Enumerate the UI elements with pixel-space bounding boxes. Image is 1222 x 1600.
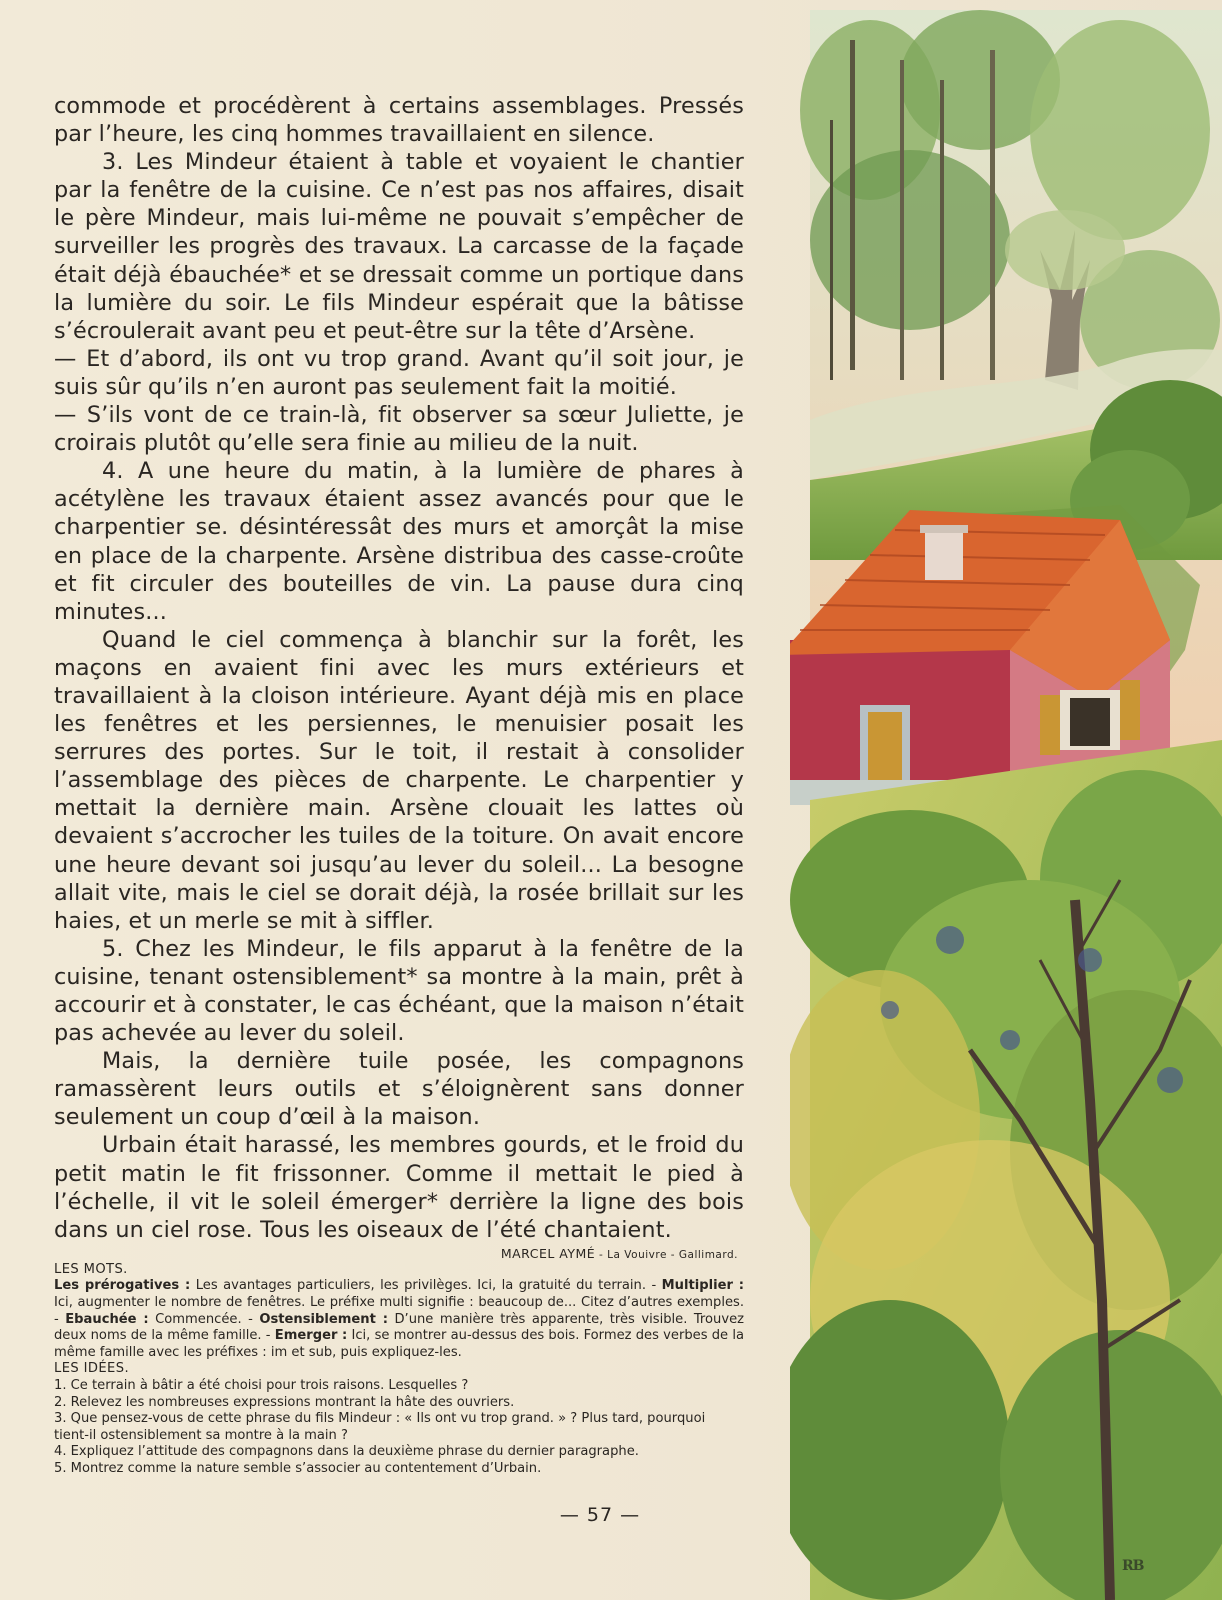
question: 4. Expliquez l’attitude des compagnons dans la deuxième phrase du dernier paragraphe.: [54, 1444, 639, 1460]
paragraph: Quand le ciel commença à blanchir sur la forêt, les maçons en avaient fini avec les murs extérieurs et travaillaient à la cloison intérieure. Ayant déjà mis en place les fenêtres et les persiennes, le menuisier posait les serrures des portes. Sur le toit, il restait à consolider l’assemblage des pièces de charpente. Le charpentier y mettait la dernière main. Arsène clouait les lattes où devaient s’accrocher les tuiles de la toiture. On avait encore une heure devant soi jusqu’au lever du soleil... La besogne allait vite, mais le ciel se dorait déjà, la rosée brillait sur les haies, et un merle se mit à siffler.: [54, 626, 744, 934]
question: 5. Montrez comme la nature semble s’associer au contentement d’Urbain.: [54, 1460, 542, 1476]
story-body: [54, 92, 744, 1244]
paragraph: 4. A une heure du matin, à la lumière de phares à acétylène les travaux étaient assez avancés pour que le charpentier se. désintéressât des murs et amorçât la mise en place de la charpente. Arsène distribua des casse-croûte et fit circuler des bouteilles de vin. La pause dura cinq minutes...: [54, 458, 744, 625]
idees-heading: LES IDÉES.: [54, 1361, 130, 1377]
notes-section: [54, 1262, 744, 1478]
page-number: — 57 —: [559, 1504, 641, 1526]
text-column: [54, 92, 744, 1478]
glossary-definition: Ici, augmenter le nombre de fenêtres. Le préfixe multi signifie : beaucoup de... Citez d’autres exemples. -: [54, 1295, 744, 1327]
glossary-term: Multiplier :: [661, 1278, 744, 1294]
glossary-term: Les prérogatives :: [54, 1278, 191, 1294]
house-illustration: [790, 0, 1222, 1600]
attribution: [54, 1246, 738, 1262]
paragraph: 5. Chez les Mindeur, le fils apparut à la fenêtre de la cuisine, tenant ostensiblement* sa montre à la main, prêt à accourir et à constater, le cas échéant, que la maison n’était pas achevée au lever du soleil.: [54, 935, 744, 1047]
glossary-definition: D’une manière très apparente, très visible. Trouvez deux noms de la même famille. -: [54, 1311, 745, 1344]
glossary-definition: Commencée. -: [148, 1311, 260, 1327]
glossary-term: Ostensiblement :: [259, 1311, 388, 1327]
chimney: [925, 530, 963, 580]
glossary-definition: Ici, se montrer au-dessus des bois. Formez des verbes de la même famille avec les préfixes : im et sub, puis expliquez-les.: [54, 1328, 744, 1360]
question: 2. Relevez les nombreuses expressions montrant la hâte des ouvriers.: [54, 1394, 515, 1410]
paragraph: commode et procédèrent à certains assemblages. Pressés par l’heure, les cinq hommes travaillaient en silence.: [54, 93, 744, 148]
illustrator-signature: RB: [1122, 1558, 1144, 1574]
window: [1070, 698, 1110, 746]
dialogue-line: — Et d’abord, ils ont vu trop grand. Avant qu’il soit jour, je suis sûr qu’ils n’en auront pas seulement fait la moitié.: [54, 345, 744, 400]
work-title: - La Vouivre - Gallimard.: [595, 1248, 738, 1261]
glossary-term: Ebauchée :: [65, 1311, 149, 1327]
mots-heading: LES MOTS.: [54, 1261, 128, 1277]
paragraph: 3. Les Mindeur étaient à table et voyaient le chantier par la fenêtre de la cuisine. Ce n’est pas nos affaires, disait le père Mindeur, mais lui-même ne pouvait s’empêcher de surveiller les progrès des travaux. La carcasse de la façade était déjà ébauchée* et se dressait comme un portique dans la lumière du soir. Le fils Mindeur espérait que la bâtisse s’écroulerait avant peu et peut-être sur la tête d’Arsène.: [54, 149, 744, 344]
question: 3. Que pensez-vous de cette phrase du fils Mindeur : « Ils ont vu trop grand. » ? Plus tard, pourquoi tient-il ostensiblement sa montre à la main ?: [54, 1411, 706, 1443]
glossary-term: Emerger :: [274, 1328, 348, 1344]
paragraph: Mais, la dernière tuile posée, les compagnons ramassèrent leurs outils et s’éloignèrent sans donner seulement un coup d’œil à la maison.: [54, 1048, 744, 1131]
question: 1. Ce terrain à bâtir a été choisi pour trois raisons. Lesquelles ?: [54, 1378, 469, 1393]
author-name: MARCEL AYMÉ: [500, 1245, 596, 1261]
dialogue-line: — S’ils vont de ce train-là, fit observer sa sœur Juliette, je croirais plutôt qu’elle sera finie au milieu de la nuit.: [54, 402, 744, 457]
glossary-definition: Les avantages particuliers, les privilèges. Ici, la gratuité du terrain. -: [190, 1278, 662, 1294]
paragraph: Urbain était harassé, les membres gourds, et le froid du petit matin le fit frissonner. Comme il mettait le pied à l’échelle, il vit le soleil émerger* derrière la ligne des bois dans un ciel rose. Tous les oiseaux de l’été chantaient.: [54, 1132, 744, 1243]
glossary: [54, 1278, 744, 1361]
